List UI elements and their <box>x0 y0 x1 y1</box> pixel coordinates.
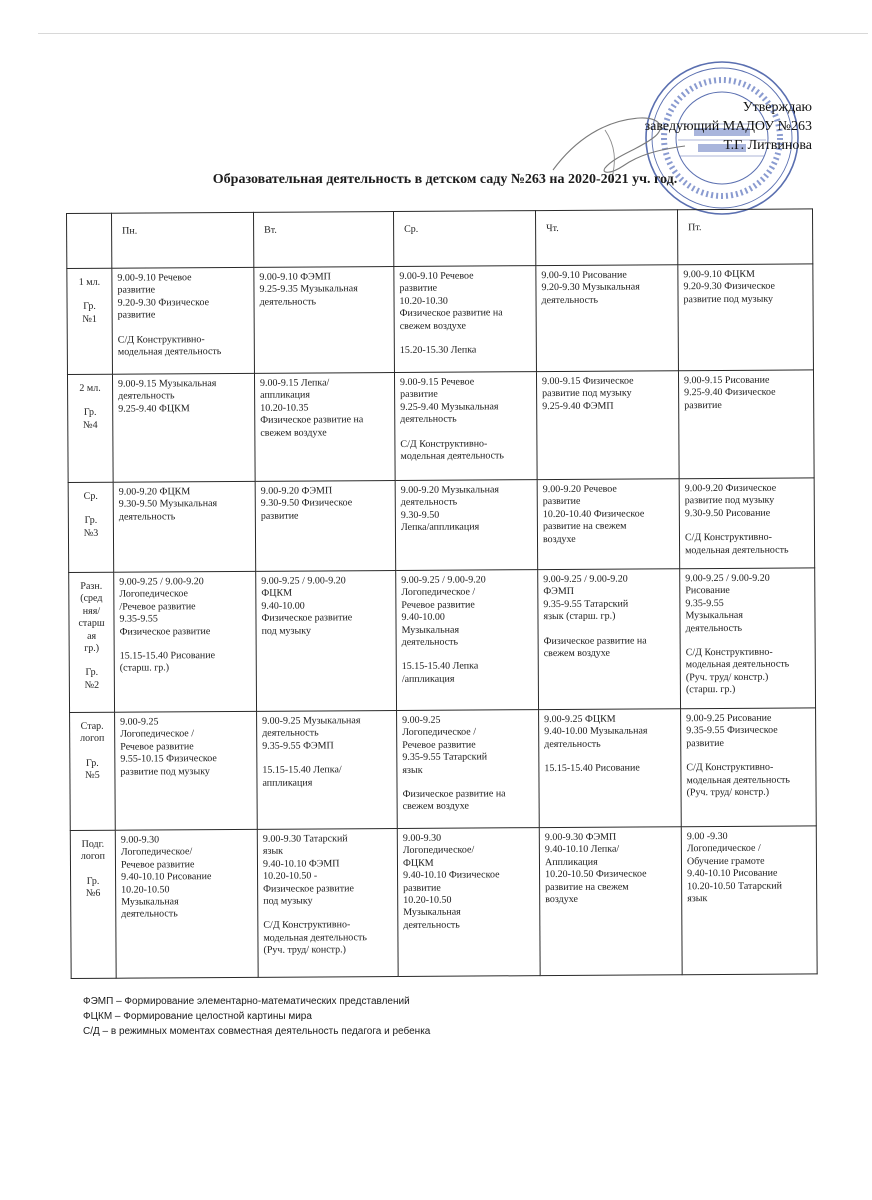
group-line: Подг. <box>81 838 105 850</box>
schedule-line: 9.00-9.10 ФЦКМ <box>683 268 755 281</box>
schedule-cell <box>115 829 258 978</box>
schedule-line: деятельность <box>401 636 459 648</box>
schedule-line: развитие <box>117 309 156 321</box>
group-line: Гр. <box>85 667 99 679</box>
schedule-line: развитие <box>117 284 156 297</box>
schedule-line <box>685 520 809 533</box>
schedule-cell <box>678 264 814 371</box>
schedule-line: деятельность <box>259 296 317 308</box>
schedule-line: Речевое развитие <box>120 859 195 871</box>
schedule-cell <box>254 372 395 481</box>
group-line <box>69 289 109 301</box>
schedule-cell <box>539 827 682 976</box>
schedule-line: деятельность <box>400 497 458 509</box>
table-row <box>70 708 817 831</box>
schedule-line: (старш. гр.) <box>685 684 736 696</box>
schedule-line: 9.25-9.40 ФЦКМ <box>118 403 190 415</box>
schedule-line <box>400 332 531 345</box>
schedule-line: 9.20-9.30 Физическое <box>117 296 210 309</box>
schedule-line: 9.25-9.40 Музыкальная <box>400 401 499 413</box>
schedule-table <box>66 208 818 979</box>
group-line <box>72 655 112 667</box>
schedule-cell <box>254 266 395 373</box>
schedule-line <box>544 623 675 636</box>
group-cell <box>67 268 113 374</box>
schedule-line: 9.00-9.15 Физическое <box>542 375 634 388</box>
group-line: №3 <box>83 527 99 539</box>
schedule-line: 10.20-10.50 - <box>263 870 318 883</box>
schedule-line: 15.15-15.40 Рисование <box>544 762 640 775</box>
schedule-line: 9.00-9.15 Музыкальная <box>118 378 217 390</box>
table-row <box>68 478 815 573</box>
schedule-line: 9.40-10.10 Лепка/ <box>544 844 620 856</box>
schedule-line <box>118 322 249 335</box>
schedule-line: 9.35-9.55 Физическое <box>686 725 778 737</box>
schedule-cell <box>114 571 257 712</box>
schedule-line: 9.40-10.00 <box>401 611 445 624</box>
schedule-line: деятельность <box>685 622 743 634</box>
schedule-cell <box>115 711 258 830</box>
schedule-cell <box>536 265 679 372</box>
schedule-line: 9.30-9.50 Физическое <box>260 497 353 510</box>
schedule-line: аппликация <box>260 389 310 402</box>
schedule-line: 9.35-9.55 Татарский <box>402 751 488 764</box>
legend-item: ФЭМП – Формирование элементарно-математических представлений <box>83 996 410 1007</box>
schedule-line: 9.25-9.40 Физическое <box>684 387 776 399</box>
schedule-line: 15.20-15.30 Лепка <box>399 344 477 356</box>
schedule-line: деятельность <box>544 738 601 750</box>
schedule-line: 9.00-9.25 / 9.00-9.20 <box>261 575 346 587</box>
schedule-line <box>402 649 533 662</box>
approval-line: Утверждаю <box>742 100 812 115</box>
schedule-line: модельная деятельность <box>400 450 504 462</box>
group-cell <box>70 712 116 830</box>
table-row <box>67 264 814 375</box>
approval-line: заведующий МАДОУ №263 <box>644 119 812 134</box>
schedule-line: Логопедическое / <box>402 726 477 739</box>
schedule-line: 9.00-9.30 Татарский <box>262 833 348 845</box>
schedule-line: 9.20-9.30 Физическое <box>683 281 775 293</box>
schedule-cell <box>255 480 396 571</box>
schedule-line: (Руч. труд/ констр.) <box>686 786 770 799</box>
group-line: старш <box>78 617 105 630</box>
group-cell <box>68 482 114 572</box>
schedule-cell <box>394 266 537 373</box>
schedule-line: 9.25-9.35 Музыкальная <box>259 283 358 296</box>
schedule-line: Музыкальная <box>685 610 744 622</box>
schedule-line: деятельность <box>118 390 175 403</box>
schedule-line: С/Д Конструктивно- <box>263 919 351 932</box>
schedule-line: 9.30-9.50 Музыкальная <box>118 498 218 511</box>
schedule-line: 9.00-9.20 Физическое <box>684 482 777 495</box>
schedule-line: 9.00-9.25 / 9.00-9.20 <box>119 576 204 588</box>
schedule-line: 9.00-9.25 <box>120 716 159 728</box>
schedule-line: (Руч. труд/ констр.) <box>263 944 347 957</box>
schedule-cell <box>112 267 255 374</box>
group-line: няя/ <box>82 605 101 617</box>
schedule-line: Логопедическое/ <box>120 846 193 859</box>
schedule-line: Физическое развитие на <box>399 307 503 320</box>
schedule-line: 9.00-9.20 ФЦКМ <box>118 486 191 498</box>
header-cell: Пн. <box>112 212 254 268</box>
schedule-line: 9.00-9.10 Рисование <box>541 269 627 282</box>
schedule-line: 9.00-9.25 Музыкальная <box>262 715 361 727</box>
schedule-line: 9.00-9.15 Лепка/ <box>260 377 330 389</box>
schedule-line: Речевое развитие <box>401 599 475 611</box>
legend-item: С/Д – в режимных моментах совместная деятельность педагога и ребенка <box>83 1026 431 1037</box>
group-line: ая <box>87 630 97 642</box>
schedule-line: Физическое развитие на <box>402 788 506 800</box>
schedule-line: язык <box>687 893 708 905</box>
schedule-cell <box>681 826 817 975</box>
schedule-cell <box>113 481 256 572</box>
schedule-line: модельная деятельность <box>117 346 222 358</box>
header-cell: Ср. <box>393 211 535 267</box>
schedule-line: Логопедическое / <box>120 728 195 741</box>
schedule-line: ФЭМП <box>543 586 574 598</box>
schedule-line: развитие <box>542 496 581 508</box>
schedule-line: 9.00-9.10 Речевое <box>399 270 474 282</box>
page-top-rule <box>38 33 868 34</box>
legend-item: ФЦКМ – Формирование целостной картины мира <box>83 1011 312 1022</box>
schedule-line: свежем воздухе <box>260 427 327 439</box>
schedule-line: 10.20-10.40 Физическое <box>542 508 645 520</box>
schedule-line: Физическое развитие <box>119 625 211 638</box>
schedule-line: 9.20-9.30 Музыкальная <box>541 281 640 294</box>
schedule-line: 9.00-9.25 / 9.00-9.20 <box>685 572 770 585</box>
schedule-cell <box>112 373 255 482</box>
schedule-cell <box>539 709 682 828</box>
schedule-line: Обучение грамоте <box>686 855 765 868</box>
schedule-cell <box>680 568 816 709</box>
group-line: Стар. <box>80 720 104 732</box>
schedule-line <box>263 907 392 920</box>
group-line <box>70 395 110 407</box>
schedule-line: Физическое развитие на <box>543 635 647 647</box>
group-line: Разн. <box>80 580 103 592</box>
schedule-line: 9.00-9.10 ФЭМП <box>259 271 331 283</box>
schedule-line: воздухе <box>545 893 578 906</box>
schedule-line: 9.00-9.20 Музыкальная <box>400 484 500 496</box>
schedule-line: воздухе <box>542 533 576 545</box>
group-line: №5 <box>85 770 100 782</box>
schedule-line: Физическое развитие на <box>260 414 364 427</box>
schedule-line: 15.15-15.40 Рисование <box>119 650 216 662</box>
schedule-line: 9.00-9.25 Рисование <box>686 712 772 725</box>
schedule-line: 9.00-9.30 <box>402 832 442 844</box>
group-line <box>71 503 111 515</box>
schedule-line: /Речевое развитие <box>119 601 196 613</box>
schedule-line: 15.15-15.40 Лепка/ <box>262 764 342 777</box>
schedule-line: Музыкальная <box>121 896 179 908</box>
schedule-cell <box>395 480 538 571</box>
group-line: Гр. <box>84 515 98 527</box>
document-title: Образовательная деятельность в детском саду №263 на 2020-2021 уч. год. <box>212 172 678 187</box>
schedule-line: 9.30-9.50 <box>400 509 440 521</box>
schedule-cell <box>256 570 397 711</box>
schedule-line: 9.55-10.15 Физическое <box>120 753 217 765</box>
schedule-line: 9.35-9.55 Татарский <box>543 598 629 610</box>
schedule-line: деятельность <box>262 727 319 740</box>
schedule-line: 10.20-10.50 Физическое <box>545 868 647 881</box>
schedule-line: модельная деятельность <box>686 774 790 786</box>
schedule-line: 9.00-9.25 / 9.00-9.20 <box>401 574 486 586</box>
schedule-line: 9.00-9.20 Речевое <box>542 483 617 496</box>
schedule-line: 10.20-10.35 <box>260 402 309 414</box>
header-cell: Вт. <box>253 211 393 267</box>
schedule-line: 9.00-9.10 Речевое <box>117 272 192 284</box>
schedule-line <box>402 776 533 789</box>
group-line: логоп <box>80 851 106 863</box>
schedule-cell <box>678 370 814 479</box>
schedule-line: деятельность <box>400 413 457 426</box>
schedule-line: язык <box>402 764 423 776</box>
schedule-line: развитие под музыку <box>683 293 774 306</box>
schedule-line: 9.40-10.00 <box>261 600 305 612</box>
schedule-line: (Руч. труд/ констр.) <box>685 671 769 684</box>
schedule-cell <box>257 710 398 829</box>
schedule-cell <box>394 372 537 481</box>
schedule-line: Рисование <box>685 585 730 597</box>
schedule-cell <box>397 828 540 977</box>
header-cell <box>67 213 112 268</box>
schedule-line: 10.20-10.50 <box>121 884 170 896</box>
schedule-line: 9.00-9.30 <box>120 834 160 846</box>
schedule-line: Аппликация <box>544 856 598 868</box>
table-row <box>70 826 817 979</box>
group-line: №6 <box>85 888 101 900</box>
schedule-line <box>544 751 675 764</box>
schedule-line: 9.00 -9.30 <box>686 830 728 843</box>
group-line: Ср. <box>83 490 98 502</box>
schedule-line: Музыкальная <box>403 907 461 919</box>
schedule-line <box>262 752 391 765</box>
group-line <box>72 746 112 758</box>
schedule-line: Физическое развитие <box>261 612 353 625</box>
schedule-line: деятельность <box>403 919 460 931</box>
schedule-line: Логопедическое <box>119 588 188 601</box>
schedule-line: развитие <box>260 510 299 522</box>
schedule-cell <box>396 570 539 711</box>
group-line: (сред <box>80 593 103 605</box>
schedule-line: развитие <box>400 389 438 401</box>
schedule-line: развитие <box>684 399 722 412</box>
schedule-line: модельная деятельность <box>263 932 367 944</box>
schedule-line: развитие на свежем <box>545 881 629 893</box>
schedule-line: под музыку <box>261 625 311 637</box>
schedule-line: 9.40-10.00 Музыкальная <box>544 725 648 738</box>
schedule-cell <box>257 828 398 977</box>
schedule-line: 9.40-10.10 Рисование <box>121 871 212 883</box>
schedule-line <box>686 634 810 647</box>
schedule-line: под музыку <box>263 895 313 907</box>
schedule-line: Логопедическое / <box>401 586 476 599</box>
group-line: №2 <box>84 679 100 691</box>
group-line: 2 мл. <box>79 382 101 394</box>
schedule-cell <box>536 371 679 480</box>
schedule-line: С/Д Конструктивно- <box>685 646 773 659</box>
group-line: гр.) <box>84 642 100 654</box>
schedule-line: развитие на свежем <box>542 520 627 533</box>
schedule-line <box>120 638 251 651</box>
table-row <box>67 370 814 483</box>
schedule-line <box>686 750 810 763</box>
group-cell <box>67 374 113 482</box>
header-cell: Пт. <box>677 209 812 265</box>
schedule-line: деятельность <box>541 294 599 306</box>
schedule-line: 9.35-9.55 <box>685 597 724 610</box>
schedule-line: Лепка/аппликация <box>400 521 480 534</box>
schedule-line: С/Д Конструктивно- <box>684 531 772 544</box>
schedule-line: 9.40-10.10 ФЭМП <box>262 858 340 870</box>
schedule-cell <box>537 479 680 570</box>
group-line: №1 <box>82 313 97 325</box>
group-line: Гр. <box>83 301 96 313</box>
schedule-line: 10.20-10.30 <box>399 295 448 307</box>
schedule-cell <box>397 710 540 829</box>
schedule-line: Музыкальная <box>401 624 460 636</box>
group-line: 1 мл. <box>78 276 101 288</box>
schedule-line: Логопедическое/ <box>402 844 475 857</box>
group-line: Гр. <box>86 875 100 887</box>
schedule-line <box>400 426 531 439</box>
schedule-line: 9.40-10.10 Физическое <box>403 869 500 882</box>
schedule-cell <box>681 708 817 827</box>
schedule-line: 15.15-15.40 Лепка <box>401 660 479 673</box>
schedule-line: 9.00-9.25 ФЦКМ <box>544 713 616 726</box>
schedule-line: 10.20-10.50 <box>403 894 452 906</box>
group-line: №4 <box>82 419 98 431</box>
schedule-line: С/Д Конструктивно- <box>117 333 205 346</box>
schedule-line: 9.40-10.10 Рисование <box>687 867 778 880</box>
schedule-line: развитие <box>686 737 724 750</box>
approval-line: Т.Г. Литвинова <box>723 138 812 153</box>
schedule-line: развитие <box>403 882 441 894</box>
group-line <box>73 864 113 876</box>
schedule-line: аппликация <box>262 777 313 789</box>
schedule-line: развитие под музыку <box>684 495 775 507</box>
schedule-line: развитие под музыку <box>542 387 632 400</box>
schedule-line: ФЦКМ <box>261 588 293 600</box>
schedule-line: Речевое развитие <box>402 739 476 751</box>
schedule-line: Физическое развитие <box>263 882 354 895</box>
group-line: Гр. <box>83 407 97 419</box>
approval-block <box>600 98 812 155</box>
schedule-line: 9.30-9.50 Рисование <box>684 507 771 520</box>
legend <box>83 994 430 1039</box>
schedule-line: модельная деятельность <box>685 544 789 556</box>
schedule-line: свежем воздухе <box>402 800 469 813</box>
schedule-line: 9.00-9.15 Рисование <box>684 374 770 387</box>
schedule-line: 9.00-9.20 ФЭМП <box>260 485 333 497</box>
schedule-line: /аппликация <box>401 673 455 685</box>
schedule-cell <box>538 569 681 710</box>
schedule-line: деятельность <box>118 511 176 523</box>
group-cell <box>69 572 115 712</box>
group-cell <box>70 830 116 978</box>
schedule-line: язык (старш. гр.) <box>543 610 616 623</box>
schedule-line: С/Д Конструктивно- <box>686 761 774 774</box>
group-line: Гр. <box>85 757 99 769</box>
schedule-line: 9.00-9.30 ФЭМП <box>544 831 617 844</box>
schedule-line: модельная деятельность <box>685 659 790 671</box>
schedule-line: Логопедическое / <box>686 843 761 855</box>
schedule-line: свежем воздухе <box>543 647 611 660</box>
header-cell: Чт. <box>535 210 677 266</box>
schedule-line: 9.35-9.55 <box>119 613 158 625</box>
schedule-line: 9.25-9.40 ФЭМП <box>542 400 614 412</box>
group-line: логоп <box>80 733 105 745</box>
schedule-cell <box>679 478 815 569</box>
schedule-line: 9.00-9.25 / 9.00-9.20 <box>543 573 628 586</box>
schedule-line: (старш. гр.) <box>119 662 170 675</box>
schedule-line: 10.20-10.50 Татарский <box>687 880 782 892</box>
schedule-line: Речевое развитие <box>120 741 194 753</box>
schedule-line: деятельность <box>121 908 178 921</box>
schedule-line: развитие <box>399 283 438 295</box>
schedule-line: 9.00-9.15 Речевое <box>400 376 475 388</box>
schedule-line: С/Д Конструктивно- <box>400 438 488 450</box>
schedule-line: язык <box>262 846 284 858</box>
header-row <box>67 209 813 269</box>
schedule-line: 9.35-9.55 ФЭМП <box>262 740 334 752</box>
schedule-line: развитие под музыку <box>120 765 210 778</box>
schedule-line: свежем воздухе <box>399 320 467 332</box>
table-row <box>69 568 816 713</box>
schedule-line: ФЦКМ <box>402 857 434 869</box>
schedule-line: 9.00-9.25 <box>402 714 441 726</box>
